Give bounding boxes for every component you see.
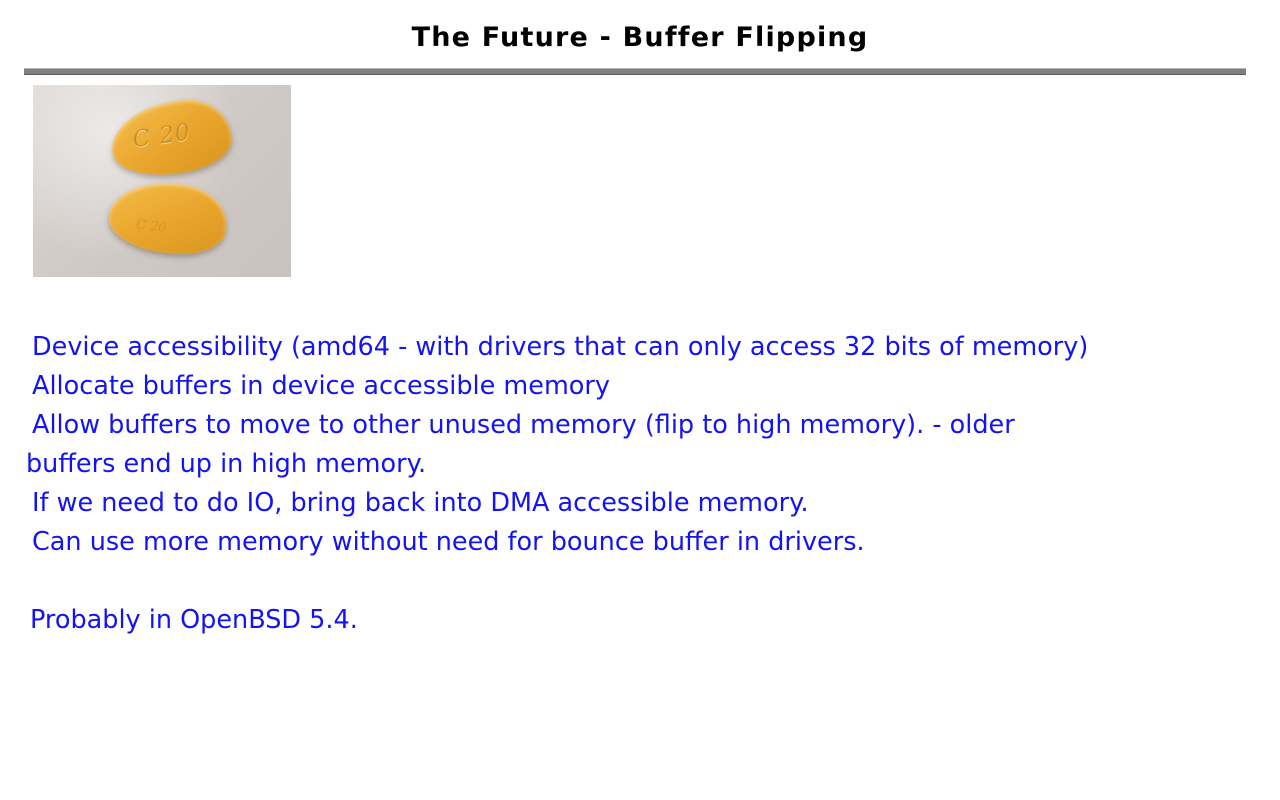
slide-body: [26, 328, 1256, 640]
body-spacer: [26, 562, 1256, 601]
page-title: The Future - Buffer Flipping: [411, 22, 869, 53]
tablet-upper-icon: [107, 94, 236, 182]
body-line: Allow buffers to move to other unused memory (flip to high memory). - older: [32, 410, 1015, 440]
body-line: Can use more memory without need for bounce buffer in drivers.: [32, 527, 865, 557]
body-line-continuation: buffers end up in high memory.: [26, 449, 427, 479]
body-line: If we need to do IO, bring back into DMA accessible memory.: [32, 488, 809, 518]
title-divider: [24, 68, 1246, 75]
tablet-imprint-secondary-label: C 20: [135, 217, 168, 236]
tablet-imprint-label: C 20: [131, 119, 193, 154]
photo-two-orange-tablets: [33, 85, 291, 277]
body-closing-line: Probably in OpenBSD 5.4.: [30, 605, 358, 635]
body-line: Allocate buffers in device accessible memory: [32, 371, 610, 401]
tablet-lower-icon: [106, 177, 231, 259]
body-line: Device accessibility (amd64 - with drivers that can only access 32 bits of memory): [32, 332, 1089, 362]
